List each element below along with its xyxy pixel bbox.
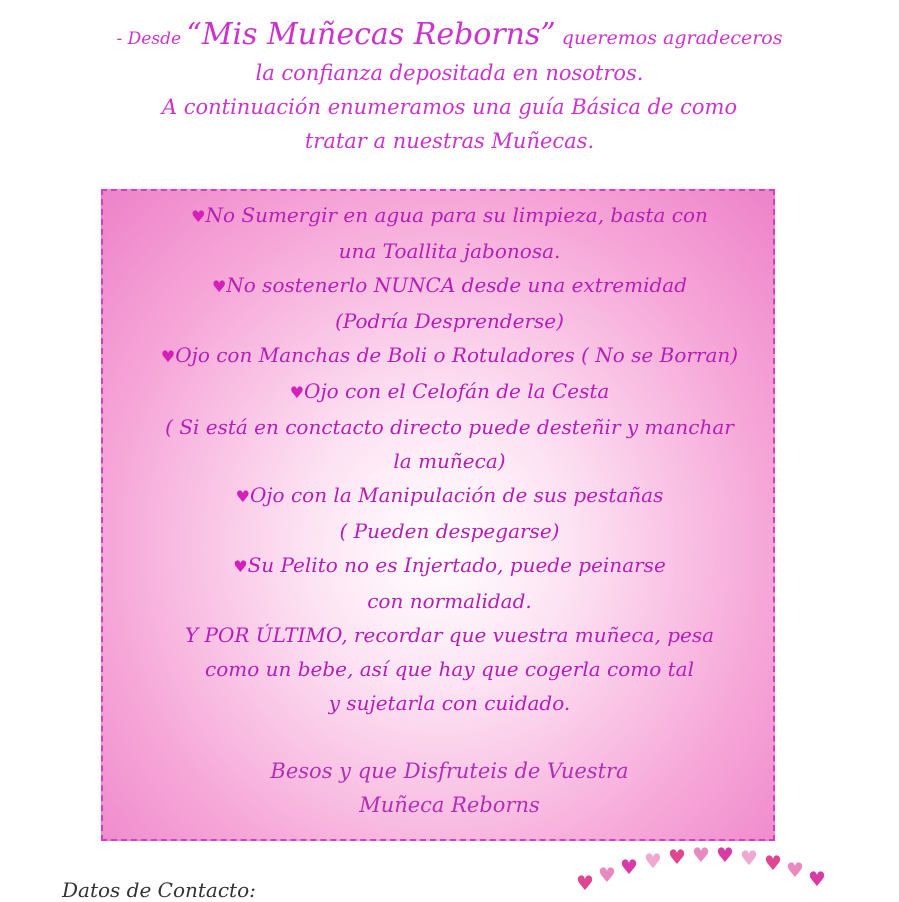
tip-4-line-1 <box>0 374 899 410</box>
intro-line-1 <box>0 18 899 56</box>
heart-icon: ♥ <box>235 487 250 506</box>
tip-4-line-2: ( Si está en conctacto directo puede desteñir y manchar <box>165 415 734 439</box>
final-note-line-3: y sujetarla con cuidado. <box>328 691 571 715</box>
svg-text:♥: ♥ <box>716 843 734 867</box>
svg-text:♥: ♥ <box>786 858 804 882</box>
svg-text:♥: ♥ <box>740 846 758 870</box>
care-guide-text <box>0 198 899 822</box>
intro-suffix: queremos agradeceros <box>555 27 783 49</box>
brand-name: “Mis Muñecas Reborns” <box>186 17 556 52</box>
svg-text:♥: ♥ <box>764 851 782 875</box>
svg-text:♥: ♥ <box>668 845 686 869</box>
svg-text:♥: ♥ <box>808 867 826 891</box>
svg-text:♥: ♥ <box>576 871 594 895</box>
tip-3-line-1 <box>0 338 899 374</box>
heart-icon: ♥ <box>289 383 305 402</box>
final-note-line-1: Y POR ÚLTIMO, recordar que vuestra muñeca, pesa <box>184 623 715 647</box>
tip-1-line-2: una Toallita jabonosa. <box>338 239 561 263</box>
intro-line-2: la confianza depositada en nosotros. <box>255 61 644 85</box>
intro-line-3: A continuación enumeramos una guía Básica de como <box>161 95 738 119</box>
heart-garland-icon <box>570 840 840 899</box>
tip-2-line-1 <box>0 268 899 304</box>
tip-text: Ojo con el Celofán de la Cesta <box>304 379 610 403</box>
tip-text: No Sumergir en agua para su limpieza, basta con <box>205 203 708 227</box>
svg-text:♥: ♥ <box>692 843 710 867</box>
tip-text: Su Pelito no es Injertado, puede peinarse <box>247 553 666 577</box>
intro-line-4: tratar a nuestras Muñecas. <box>304 129 595 153</box>
heart-garland <box>576 843 826 895</box>
tip-4-line-3: la muñeca) <box>393 449 506 473</box>
heart-icon: ♥ <box>191 207 206 226</box>
tip-text: Ojo con la Manipulación de sus pestañas <box>249 483 664 507</box>
contact-heading: Datos de Contacto: <box>62 878 256 902</box>
intro-prefix: - Desde <box>116 29 187 49</box>
svg-text:♥: ♥ <box>644 849 662 873</box>
intro-block <box>0 18 899 158</box>
svg-text:♥: ♥ <box>620 855 638 879</box>
tip-5-line-1 <box>0 478 899 514</box>
tip-text: Ojo con Manchas de Boli o Rotuladores ( No se Borran) <box>175 343 739 367</box>
heart-icon: ♥ <box>233 557 248 576</box>
heart-icon: ♥ <box>160 347 176 366</box>
heart-icon: ♥ <box>211 277 227 296</box>
tip-1-line-1 <box>0 198 899 234</box>
final-note-line-2: como un bebe, así que hay que cogerla como tal <box>205 657 694 681</box>
tip-6-line-1 <box>0 548 899 584</box>
svg-text:♥: ♥ <box>598 863 616 887</box>
tip-text: No sostenerlo NUNCA desde una extremidad <box>226 273 688 297</box>
closing-line-2: Muñeca Reborns <box>359 793 540 817</box>
tip-5-line-2: ( Pueden despegarse) <box>339 519 560 543</box>
spacer <box>0 720 899 754</box>
closing-line-1: Besos y que Disfruteis de Vuestra <box>270 759 629 783</box>
tip-6-line-2: con normalidad. <box>367 589 532 613</box>
tip-2-line-2: (Podría Desprenderse) <box>335 309 564 333</box>
